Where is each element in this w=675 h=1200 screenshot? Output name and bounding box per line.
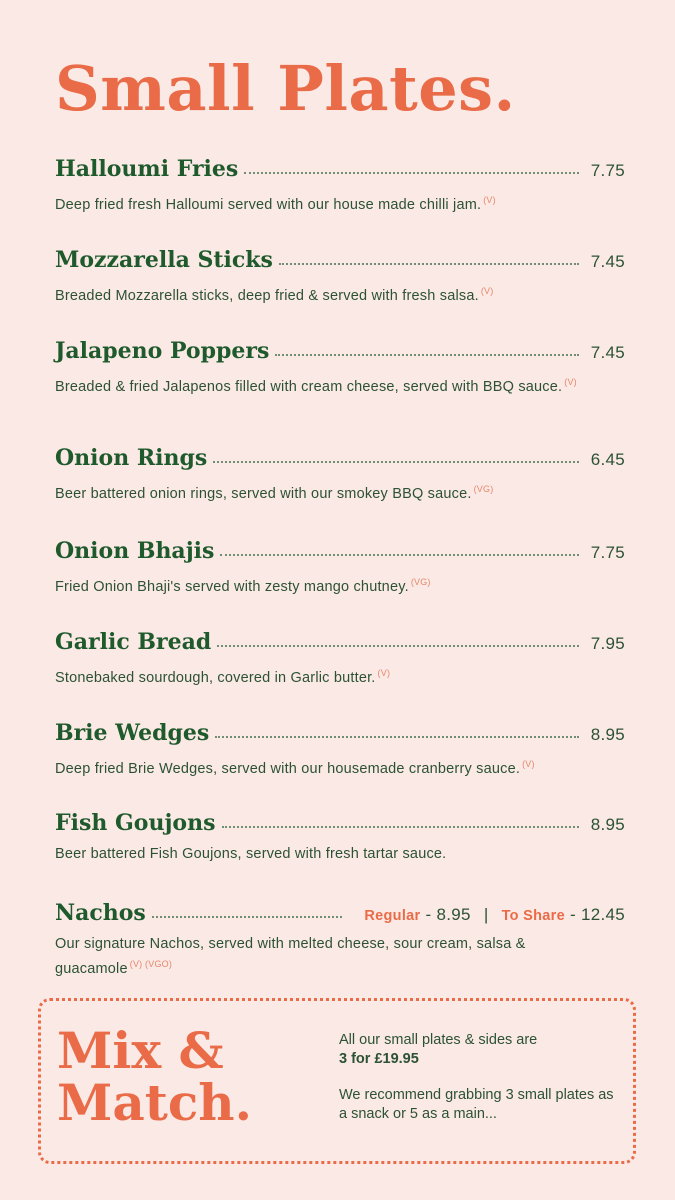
item-description-text: Beer battered Fish Goujons, served with fresh tartar sauce. <box>55 846 447 862</box>
item-price: 8.95 <box>590 815 625 834</box>
leader-dots <box>220 552 578 556</box>
item-description <box>55 479 625 504</box>
menu-item <box>55 810 625 864</box>
item-description <box>55 281 625 306</box>
item-description <box>55 934 575 979</box>
mix-match-promo <box>38 998 636 1164</box>
leader-dots <box>213 459 578 463</box>
item-description <box>55 572 625 597</box>
item-name: Fish Goujons <box>55 810 216 836</box>
menu-item <box>55 247 625 306</box>
diet-badge: (V) <box>564 377 577 387</box>
menu-item <box>55 445 625 504</box>
item-name: Onion Rings <box>55 445 208 471</box>
menu-item <box>55 156 625 215</box>
item-price: 7.75 <box>590 543 625 562</box>
leader-dots <box>222 824 579 828</box>
leader-dots <box>244 170 578 174</box>
item-price: 7.75 <box>590 161 625 180</box>
item-description <box>55 754 625 779</box>
item-name: Jalapeno Poppers <box>55 338 270 364</box>
menu-item <box>55 538 625 597</box>
item-name: Onion Bhajis <box>55 538 215 564</box>
item-name: Nachos <box>55 900 146 926</box>
menu-item-nachos <box>55 900 625 979</box>
item-name: Garlic Bread <box>55 629 212 655</box>
promo-text <box>339 1031 619 1141</box>
page-title: Small Plates. <box>55 52 516 125</box>
diet-badge: (V) <box>483 195 496 205</box>
promo-title-line: Mix & <box>57 1021 224 1080</box>
diet-badge: (V) <box>522 759 535 769</box>
menu-item <box>55 338 625 397</box>
diet-badge: (V) <box>377 668 391 678</box>
item-description <box>55 372 585 397</box>
item-description-text: Beer battered onion rings, served with our smokey BBQ sauce. <box>55 485 472 502</box>
promo-deal: 3 for £19.95 <box>339 1051 419 1067</box>
item-description-text: Our signature Nachos, served with melted cheese, sour cream, salsa & guacamole <box>55 936 526 977</box>
item-description-text: Fried Onion Bhaji's served with zesty mango chutney. <box>55 578 409 595</box>
promo-line: All our small plates & sides are <box>339 1032 538 1048</box>
item-price: 7.45 <box>590 252 625 271</box>
menu-item <box>55 629 625 688</box>
promo-paragraph <box>339 1031 619 1069</box>
item-price-options <box>364 905 625 925</box>
item-name: Brie Wedges <box>55 720 210 746</box>
item-description-text: Stonebaked sourdough, covered in Garlic butter. <box>55 669 376 686</box>
item-description-text: Deep fried fresh Halloumi served with our house made chilli jam. <box>55 196 482 213</box>
share-label: To Share <box>501 908 565 924</box>
item-description-text: Deep fried Brie Wedges, served with our housemade cranberry sauce. <box>55 760 521 777</box>
promo-paragraph: We recommend grabbing 3 small plates as a snack or 5 as a main... <box>339 1087 614 1122</box>
diet-badge: (V) (VGO) <box>129 959 173 969</box>
item-description <box>55 663 625 688</box>
promo-title <box>57 1021 253 1132</box>
leader-dots <box>279 261 579 265</box>
leader-dots <box>217 643 578 647</box>
diet-badge: (V) <box>480 286 494 296</box>
regular-label: Regular <box>364 908 421 924</box>
item-price: 7.45 <box>590 343 625 362</box>
price-separator: | <box>483 905 489 924</box>
leader-dots <box>152 914 343 918</box>
menu-item <box>55 720 625 779</box>
diet-badge: (VG) <box>473 484 494 494</box>
promo-title-line: Match. <box>57 1073 253 1132</box>
share-price: - 12.45 <box>569 905 625 924</box>
item-price: 6.45 <box>590 450 625 469</box>
regular-price: - 8.95 <box>425 905 471 924</box>
item-price: 8.95 <box>590 725 625 744</box>
item-description <box>55 844 625 864</box>
item-price: 7.95 <box>590 634 625 653</box>
leader-dots <box>275 352 578 356</box>
leader-dots <box>215 734 578 738</box>
item-description <box>55 190 625 215</box>
item-name: Halloumi Fries <box>55 156 239 182</box>
diet-badge: (VG) <box>410 577 431 587</box>
item-name: Mozzarella Sticks <box>55 247 273 273</box>
item-description-text: Breaded Mozzarella sticks, deep fried & served with fresh salsa. <box>55 287 479 304</box>
item-description-text: Breaded & fried Jalapenos filled with cream cheese, served with BBQ sauce. <box>55 378 563 395</box>
